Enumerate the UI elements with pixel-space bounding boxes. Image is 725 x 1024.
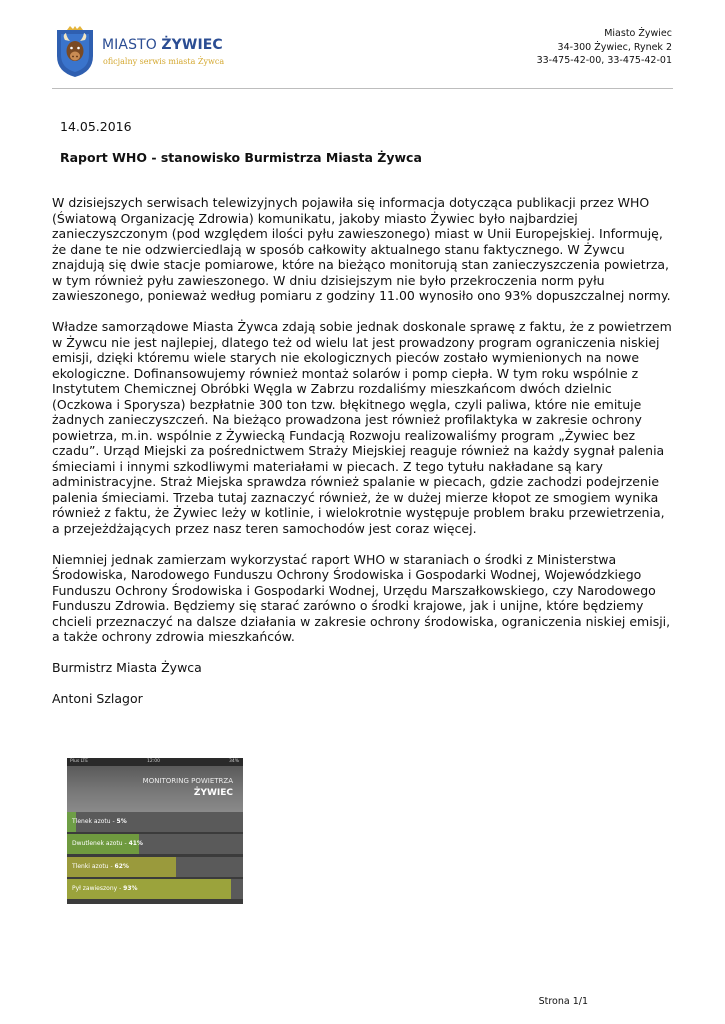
office-address <box>537 27 672 68</box>
battery-label: 34% <box>228 759 239 764</box>
pollutant-label: Pył zawieszony - 93% <box>72 884 138 892</box>
signature-role: Burmistrz Miasta Żywca <box>52 660 202 675</box>
pollutant-row <box>67 812 243 832</box>
body-paragraph: W dzisiejszych serwisach telewizyjnych pojawiła się informacja dotycząca publikacji przez WHO (Światową Organizację Zdrowia) komunikatu, jakoby miasto Żywiec było najbardziej zanieczyszczonym (pod względem ilości pyłu zawieszonego) miast w Unii Europejskiej. Informuję, że dane te nie odzwierciedlają w sposób całkowity aktualnego stanu faktycznego. W Żywcu znajdują się dwie stacje pomiarowe, które na bieżąco monitorują stan zanieczyszczenia powietrza, w tym również pyłu zawieszonego. W dniu dzisiejszym nie było przekroczenia norm pyłu zawieszonego, ponieważ według pomiaru z godziny 11.00 wynosiło ono 93% dopuszczalnej normy. <box>52 195 671 303</box>
document-title: Raport WHO - stanowisko Burmistrza Miasta Żywca <box>60 150 422 165</box>
page-number: Strona 1/1 <box>538 996 588 1007</box>
app-banner <box>67 766 243 812</box>
pollutant-row <box>67 857 243 877</box>
body-paragraph: Władze samorządowe Miasta Żywca zdają sobie jednak doskonale sprawę z faktu, że z powietrzem w Żywcu nie jest najlepiej, dlatego też od wielu lat jest prowadzony program ograniczenia niskiej emisji, dzięki któremu wiele starych nie ekologicznych pieców zostało wymienionych na nowe ekologiczne. Dofinansowujemy również montaż solarów i pomp ciepła. W tym roku wspólnie z Instytutem Chemicznej Obróbki Węgla w Zabrzu rozdaliśmy mieszkańcom dwóch dzielnic (Oczkowa i Sporysza) bezpłatnie 300 ton tzw. błękitnego węgla, czyli paliwa, które nie emituje żadnych zanieczyszczeń. Na bieżąco prowadzona jest również profilaktyka w zakresie ochrony powietrza, m.in. wspólnie z Żywiecką Fundacją Rozwoju realizowaliśmy program „Żywiec bez czadu”. Urząd Miejski za pośrednictwem Straży Miejskiej reaguje również na każdy sygnał palenia śmieciami i innymi szkodliwymi materiałami w piecach. Z tego tytułu nakładane są kary administracyjne. Straż Miejska sprawdza również spalanie w piecach, gdzie zachodzi podejrzenie palenia śmieciami. Trzeba tutaj zaznaczyć również, że w dużej mierze kłopot ze smogiem wynika również z faktu, że Żywiec leży w kotlinie, i wielokrotnie występuje problem braku przewietrzenia, a przejeżdżających przez nasz teren samochodów jest coraz więcej. <box>52 319 672 536</box>
pollutant-list <box>67 812 243 901</box>
address-line: 34-300 Żywiec, Rynek 2 <box>557 41 672 53</box>
clock-label: 12:00 <box>147 759 160 764</box>
air-monitoring-screenshot <box>67 758 243 904</box>
pollutant-label: Tlenek azotu - 5% <box>72 818 127 825</box>
phone-status-bar <box>67 758 243 766</box>
app-banner-title: MONITORING POWIETRZA <box>142 777 233 785</box>
brand-name: MIASTO ŻYWIEC <box>102 37 223 53</box>
city-logo <box>56 26 256 82</box>
app-banner-city: ŻYWIEC <box>193 788 233 798</box>
pollutant-label: Dwutlenek azotu - 41% <box>72 840 143 848</box>
pollutant-row <box>67 834 243 854</box>
pollutant-row <box>67 879 243 899</box>
header-divider <box>52 88 673 89</box>
address-line: 33-475-42-00, 33-475-42-01 <box>536 55 672 66</box>
document-date: 14.05.2016 <box>60 119 132 134</box>
brand-tagline: oficjalny serwis miasta Żywca <box>103 57 225 66</box>
signature-name: Antoni Szlagor <box>52 690 143 706</box>
document-body <box>52 195 674 721</box>
body-paragraph: Niemniej jednak zamierzam wykorzystać raport WHO w staraniach o środki z Ministerstwa Środowiska, Narodowego Funduszu Ochrony Środowiska i Gospodarki Wodnej, Wojewódzkiego Funduszu Ochrony Środowiska i Gospodarki Wodnej, Urzędu Marszałkowskiego, czy Narodowego Funduszu Zdrowia. Będziemy się starać zarówno o środki krajowe, jak i unijne, które będziemy chcieli przeznaczyć na dalsze działania w zakresie ochrony środowiska, ograniczenia niskiej emisji, a także ochrony zdrowia mieszkańców. <box>52 551 671 644</box>
pollutant-label: Tlenki azotu - 62% <box>72 862 129 870</box>
carrier-label: Plus LTE <box>70 759 89 764</box>
coat-of-arms-icon <box>56 26 94 78</box>
address-line: Miasto Żywiec <box>604 28 672 39</box>
